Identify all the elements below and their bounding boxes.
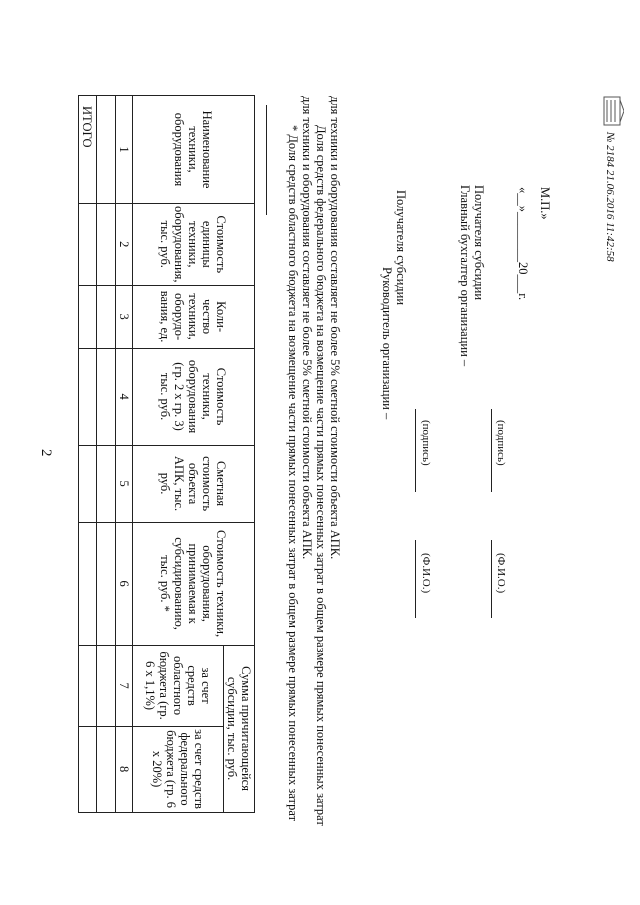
head-signature-line <box>415 409 416 492</box>
page-number: 2 <box>38 449 54 457</box>
column-number: 2 <box>116 204 133 286</box>
column-number: 4 <box>116 348 133 445</box>
accountant-signature-label: (подпись) <box>495 420 507 466</box>
header-regional-budget: за счет средств областного бюджета (гр. 6 х 1,1%) <box>133 645 224 726</box>
accountant-title-line-2: Получателя субсидии <box>472 185 486 301</box>
column-number: 8 <box>116 726 133 812</box>
date-field: «__»________20___г. <box>516 187 530 301</box>
registry-stamp-icon <box>602 96 624 126</box>
head-signature-label: (подпись) <box>420 420 432 466</box>
accountant-signature-line <box>491 409 492 492</box>
column-number: 6 <box>116 522 133 645</box>
column-numbers-row <box>116 96 133 813</box>
head-name-line <box>415 540 416 618</box>
footnote-separator <box>266 105 267 215</box>
header-federal-budget: за счет средств федерального бюджета (гр. 6 х 20%) <box>133 726 224 812</box>
header-equipment-cost: Стоимость техники, оборудования (гр. 2 х гр. 3) тыс. руб. <box>133 348 255 445</box>
footnote-line-4: для техники и оборудования составляет не более 5% сметной стоимости объекта АПК. <box>328 96 342 560</box>
table-row <box>97 96 116 813</box>
column-number: 7 <box>116 645 133 726</box>
header-subsidized-cost: Стоимость техники, оборудования, принимаемая к субсидированию, тыс. руб. * <box>133 522 255 645</box>
accountant-title-line-1: Главный бухгалтер организации – <box>458 185 472 367</box>
head-title-line-2: Получателя субсидии <box>394 190 408 306</box>
subsidy-table <box>78 95 255 813</box>
column-number: 5 <box>116 445 133 522</box>
document-registration-footer: № 2184 21.06.2016 11:42:58 <box>604 132 616 262</box>
head-title-line-1: Руководитель организации – <box>380 267 394 420</box>
footnote-line-1: * Доля средств областного бюджета на возмещение части прямых понесенных затрат в общем размере прямых понесенных затрат <box>286 125 300 822</box>
accountant-name-label: (Ф.И.О.) <box>495 553 507 594</box>
header-quantity: Коли-чество техники, оборудо-вания, ед. <box>133 285 255 348</box>
total-row <box>79 96 97 813</box>
header-equipment-name: Наименование техники, оборудования <box>133 96 255 204</box>
column-number: 1 <box>116 96 133 204</box>
header-subsidy-sum: Сумма причитающейся субсидии, тыс. руб. <box>224 645 255 812</box>
header-estimate-cost: Сметная стоимость объекта АПК, тыс. руб. <box>133 445 255 522</box>
head-name-label: (Ф.И.О.) <box>420 553 432 594</box>
accountant-name-line <box>491 540 492 618</box>
total-label: ИТОГО <box>79 96 97 204</box>
seal-placeholder: М.П.» <box>538 187 552 220</box>
column-number: 3 <box>116 285 133 348</box>
header-unit-cost: Стоимость единицы техники, оборудования, тыс. руб. <box>133 204 255 286</box>
footnote-line-3: Доля средств федерального бюджета на возмещение части прямых понесенных затрат в общем размере прямых понесенных затрат <box>314 125 328 826</box>
footnote-line-2: для техники и оборудования составляет не более 5% сметной стоимости объекта АПК. <box>300 96 314 560</box>
